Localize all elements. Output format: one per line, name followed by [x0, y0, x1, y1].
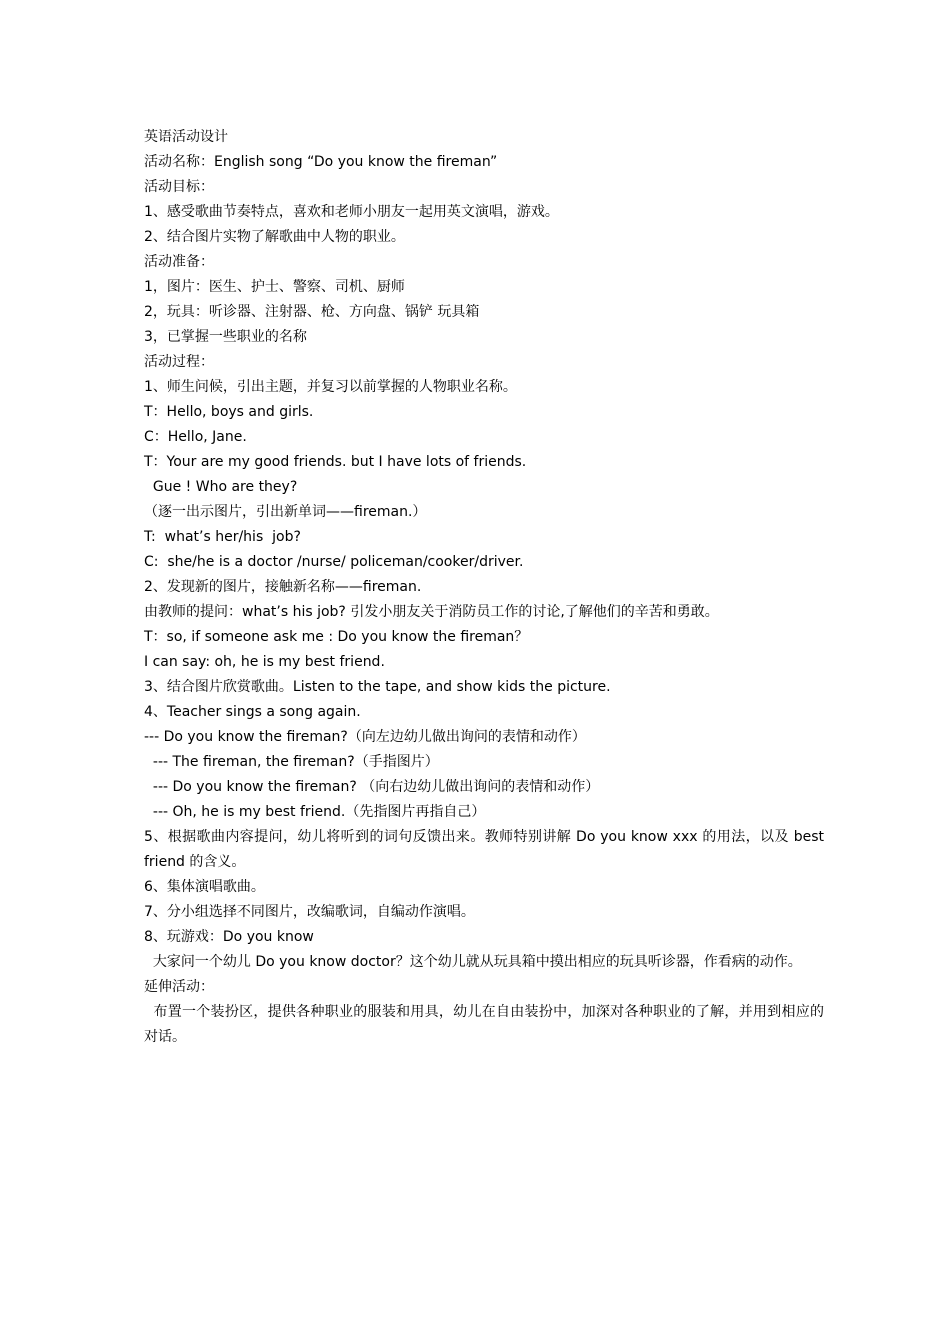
dialogue-line: T: what’s her/his job?	[144, 529, 301, 545]
dialogue-line: Gue ! Who are they?	[144, 479, 298, 495]
preparation-item: 3，已掌握一些职业的名称	[144, 329, 307, 345]
song-lyric: --- Do you know the fireman?（向左边幼儿做出询问的表情和动作）	[144, 729, 586, 745]
activity-name: 活动名称：English song “Do you know the fireman”	[144, 154, 498, 170]
game-description: 大家问一个幼儿 Do you know doctor？这个幼儿就从玩具箱中摸出相应的玩具听诊器，作看病的动作。	[144, 954, 802, 970]
dialogue-line: T：Hello, boys and girls.	[144, 404, 314, 420]
process-step: 5、根据歌曲内容提问，幼儿将听到的词句反馈出来。教师特别讲解 Do you know xxx 的用法，以及 best friend 的含义。	[144, 829, 829, 870]
doc-title: 英语活动设计	[144, 129, 228, 145]
section-heading-extension: 延伸活动：	[144, 979, 214, 995]
section-heading-goals: 活动目标：	[144, 179, 214, 195]
dialogue-line: T：Your are my good friends. but I have lots of friends.	[144, 454, 527, 470]
dialogue-line: C: she/he is a doctor /nurse/ policeman/cooker/driver.	[144, 554, 524, 570]
goal-item: 2、结合图片实物了解歌曲中人物的职业。	[144, 229, 405, 245]
process-note: 由教师的提问：what’s his job? 引发小朋友关于消防员工作的讨论,了解他们的辛苦和勇敢。	[144, 604, 719, 620]
song-lyric: --- Oh, he is my best friend.（先指图片再指自己）	[144, 804, 486, 820]
process-step: 1、师生问候，引出主题，并复习以前掌握的人物职业名称。	[144, 379, 517, 395]
process-step: 6、集体演唱歌曲。	[144, 879, 265, 895]
song-lyric: --- The fireman, the fireman?（手指图片）	[144, 754, 439, 770]
section-heading-process: 活动过程：	[144, 354, 214, 370]
dialogue-line: I can say: oh, he is my best friend.	[144, 654, 385, 670]
process-step: 3、结合图片欣赏歌曲。Listen to the tape, and show kids the picture.	[144, 679, 611, 695]
section-heading-preparation: 活动准备：	[144, 254, 214, 270]
extension-description: 布置一个装扮区，提供各种职业的服装和用具，幼儿在自由装扮中，加深对各种职业的了解，并用到相应的对话。	[144, 1004, 824, 1045]
preparation-item: 2，玩具：听诊器、注射器、枪、方向盘、锅铲 玩具箱	[144, 304, 480, 320]
process-step: 8、玩游戏：Do you know	[144, 929, 314, 945]
goal-item: 1、感受歌曲节奏特点，喜欢和老师小朋友一起用英文演唱，游戏。	[144, 204, 559, 220]
process-step: 4、Teacher sings a song again.	[144, 704, 361, 720]
dialogue-line: T：so, if someone ask me : Do you know the fireman？	[144, 629, 529, 645]
song-lyric: --- Do you know the fireman? （向右边幼儿做出询问的表情和动作）	[144, 779, 600, 795]
document-body	[144, 125, 829, 1050]
preparation-item: 1，图片：医生、护士、警察、司机、厨师	[144, 279, 405, 295]
dialogue-line: C：Hello, Jane.	[144, 429, 247, 445]
process-step: 2、发现新的图片，接触新名称——fireman.	[144, 579, 422, 595]
process-step: 7、分小组选择不同图片，改编歌词，自编动作演唱。	[144, 904, 475, 920]
process-note: （逐一出示图片，引出新单词——fireman.）	[144, 504, 427, 520]
